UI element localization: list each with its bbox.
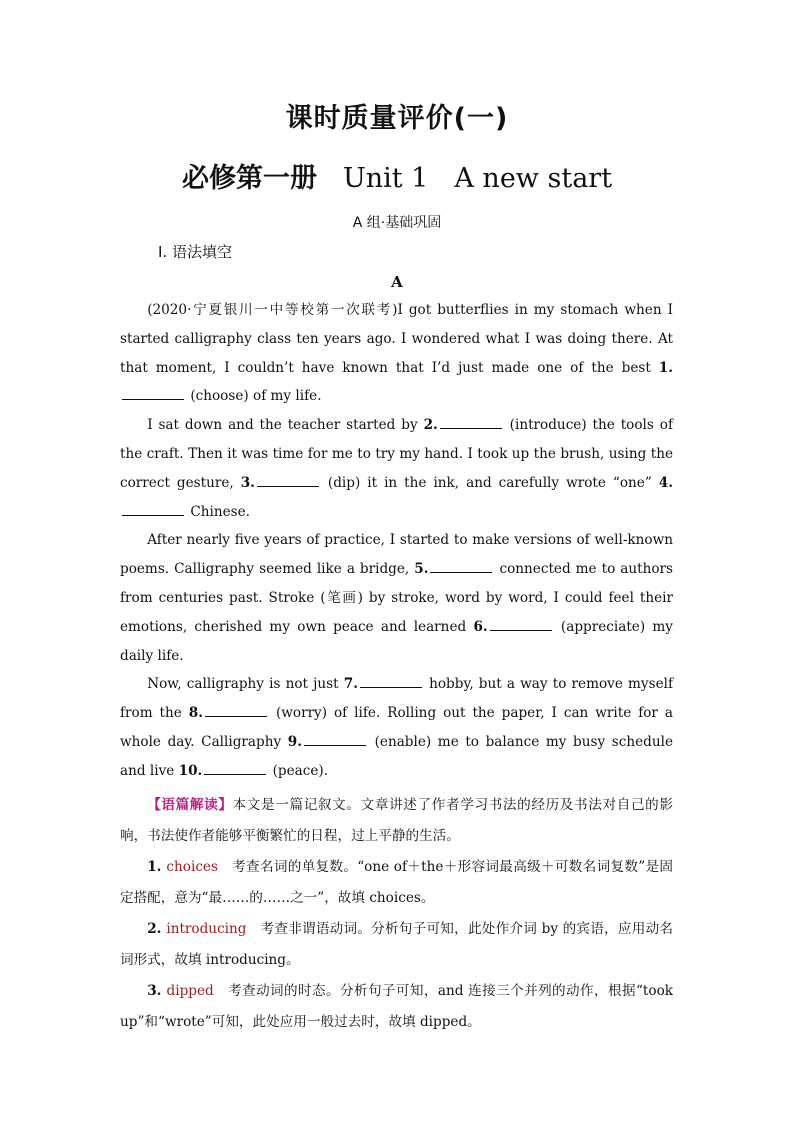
analysis-tag: 【语篇解读】 bbox=[147, 796, 233, 813]
answer-number: 2. bbox=[147, 920, 167, 937]
group-heading: A 组·基础巩固 bbox=[352, 215, 442, 231]
question-number: 5. bbox=[414, 561, 429, 578]
question-number: 3. bbox=[240, 474, 255, 491]
answer-item bbox=[120, 852, 673, 914]
answer-explanation: 考查名词的单复数。“one of＋the＋形容词最高级＋可数名词复数”是固定搭配，意为“最……的……之一”，故填 choices。 bbox=[120, 858, 673, 906]
passage-label: A bbox=[391, 273, 403, 291]
section-heading: Ⅰ. 语法填空 bbox=[158, 243, 232, 261]
question-number: 2. bbox=[423, 417, 438, 434]
passage-analysis bbox=[120, 790, 673, 852]
passage-paragraph bbox=[120, 296, 673, 411]
answer-explanation: 考查非谓语动词。分析句子可知，此处作介词 by 的宾语，应用动名词形式，故填 introducing。 bbox=[120, 920, 673, 968]
question-number: 10. bbox=[178, 762, 203, 779]
subtitle-unit: Unit 1 bbox=[342, 163, 429, 194]
page-subtitle bbox=[0, 156, 794, 195]
passage-text-run: (choose) of my life. bbox=[186, 388, 322, 405]
answer-blank bbox=[205, 700, 267, 717]
passage-text-run: connected me to authors from centuries past. Stroke (笔画) by stroke, word by word, I could feel their emotions, cherished my own peace and learned bbox=[120, 561, 673, 635]
question-number: 9. bbox=[287, 733, 302, 750]
question-number: 4. bbox=[658, 474, 673, 491]
answer-list bbox=[120, 852, 673, 1038]
answer-explanation: 考查动词的时态。分析句子可知，and 连接三个并列的动作，根据“took up”和“wrote”可知，此处应用一般过去时，故填 dipped。 bbox=[120, 982, 673, 1030]
passage-text-run: (2020·宁夏银川一中等校第一次联考)I got butterflies in my stomach when I started calligraphy class ten years ago. I wondered what I was doing there. At that moment, I couldn’t have known that I’d just made one of the best bbox=[120, 302, 673, 376]
analysis-text: 本文是一篇记叙文。文章讲述了作者学习书法的经历及书法对自己的影响，书法使作者能够平衡繁忙的日程，过上平静的生活。 bbox=[120, 796, 674, 844]
answer-blank bbox=[122, 383, 184, 400]
passage-text-run: After nearly five years of practice, I started to make versions of well-known poems. Calligraphy seemed like a bridge, bbox=[120, 532, 673, 578]
passage-paragraph bbox=[120, 411, 673, 526]
answer-word: dipped bbox=[166, 982, 214, 999]
passage-text-run: (enable) me to balance my busy schedule and live bbox=[120, 733, 674, 779]
passage-paragraph bbox=[120, 670, 673, 785]
answer-blank bbox=[360, 671, 422, 688]
answer-blank bbox=[257, 470, 319, 487]
passage-text bbox=[120, 296, 673, 786]
passage-text-run: (dip) it in the ink, and carefully wrote “one” bbox=[320, 474, 659, 491]
passage-text-run: Now, calligraphy is not just bbox=[147, 676, 344, 693]
answer-blank bbox=[304, 729, 366, 746]
answer-blank bbox=[122, 499, 184, 516]
answer-blank bbox=[490, 614, 552, 631]
answer-number: 3. bbox=[147, 982, 167, 999]
passage-text-run: (appreciate) my daily life. bbox=[120, 618, 673, 664]
question-number: 7. bbox=[343, 676, 358, 693]
answer-word: introducing bbox=[166, 920, 247, 937]
passage-text-run: hobby, but a way to remove myself from the bbox=[120, 676, 674, 722]
answer-blank bbox=[430, 556, 492, 573]
passage-text-run: I sat down and the teacher started by bbox=[147, 417, 424, 434]
passage-text-run: (introduce) the tools of the craft. Then it was time for me to try my hand. I took up the brush, using the correct gesture, bbox=[120, 417, 673, 491]
page-title: 课时质量评价(一) bbox=[285, 103, 509, 134]
answer-blank bbox=[204, 758, 266, 775]
passage-text-run: Chinese. bbox=[186, 503, 250, 520]
answer-number: 1. bbox=[147, 858, 167, 875]
question-number: 1. bbox=[658, 359, 673, 376]
passage-paragraph bbox=[120, 526, 673, 670]
answer-item bbox=[120, 914, 673, 976]
document-body bbox=[120, 296, 673, 1038]
question-number: 8. bbox=[188, 705, 203, 722]
question-number: 6. bbox=[473, 618, 488, 635]
passage-text-run: (peace). bbox=[268, 762, 329, 779]
answer-item bbox=[120, 976, 673, 1038]
subtitle-volume: 必修第一册 bbox=[181, 163, 317, 194]
subtitle-topic: A new start bbox=[454, 163, 613, 194]
answer-blank bbox=[440, 412, 502, 429]
answer-word: choices bbox=[166, 858, 218, 875]
passage-text-run: (worry) of life. Rolling out the paper, I can write for a whole day. Calligraphy bbox=[120, 705, 673, 750]
